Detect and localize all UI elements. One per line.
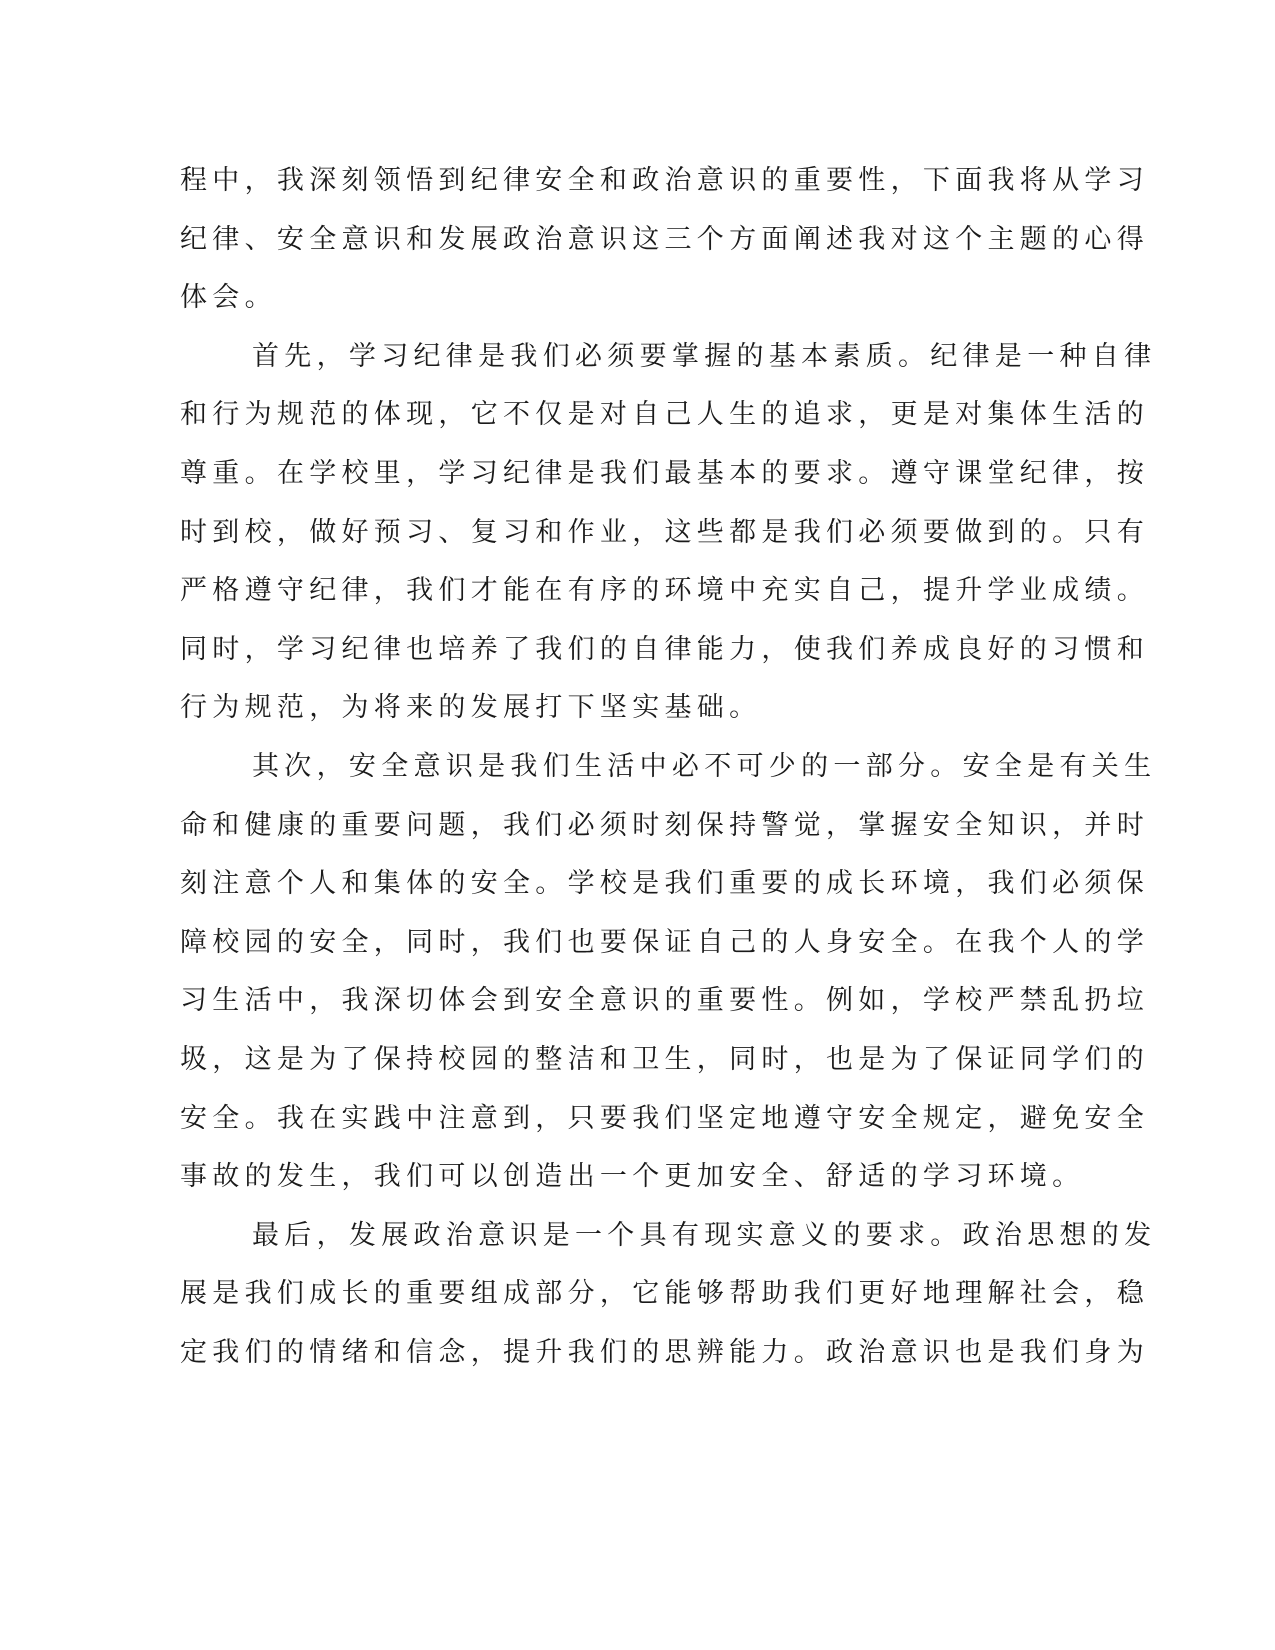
text-line: 严格遵守纪律，我们才能在有序的环境中充实自己，提升学业成绩。 — [180, 575, 1149, 607]
text-line: 程中，我深刻领悟到纪律安全和政治意识的重要性，下面我将从学习 — [180, 165, 1149, 196]
text-line: 障校园的安全，同时，我们也要保证自己的人身安全。在我个人的学 — [180, 926, 1149, 958]
text-line: 命和健康的重要问题，我们必须时刻保持警觉，掌握安全知识，并时 — [180, 809, 1149, 841]
text-line: 习生活中，我深切体会到安全意识的重要性。例如，学校严禁乱扔垃 — [180, 985, 1149, 1017]
text-line: 行为规范，为将来的发展打下坚实基础。 — [180, 692, 762, 724]
text-line: 最后，发展政治意识是一个具有现实意义的要求。政治思想的发 — [252, 1219, 1157, 1251]
text-line: 尊重。在学校里，学习纪律是我们最基本的要求。遵守课堂纪律，按 — [180, 457, 1149, 489]
paragraph-discipline — [180, 328, 1157, 738]
text-line: 纪律、安全意识和发展政治意识这三个方面阐述我对这个主题的心得 — [180, 223, 1149, 255]
text-line: 其次，安全意识是我们生活中必不可少的一部分。安全是有关生 — [252, 750, 1157, 782]
text-line: 圾，这是为了保持校园的整洁和卫生，同时，也是为了保证同学们的 — [180, 1043, 1149, 1075]
text-line: 和行为规范的体现，它不仅是对自己人生的追求，更是对集体生活的 — [180, 399, 1149, 431]
text-line: 事故的发生，我们可以创造出一个更加安全、舒适的学习环境。 — [180, 1161, 1085, 1193]
text-line: 刻注意个人和集体的安全。学校是我们重要的成长环境，我们必须保 — [180, 868, 1149, 900]
paragraph-politics — [180, 1207, 1157, 1383]
text-line: 体会。 — [180, 282, 277, 314]
paragraph-continuation — [180, 152, 1149, 328]
text-line: 首先，学习纪律是我们必须要掌握的基本素质。纪律是一种自律 — [252, 340, 1157, 372]
document-body — [180, 152, 1157, 1382]
text-line: 展是我们成长的重要组成部分，它能够帮助我们更好地理解社会，稳 — [180, 1278, 1149, 1310]
text-line: 安全。我在实践中注意到，只要我们坚定地遵守安全规定，避免安全 — [180, 1102, 1149, 1134]
paragraph-safety — [180, 738, 1157, 1207]
text-line: 定我们的情绪和信念，提升我们的思辨能力。政治意识也是我们身为 — [180, 1336, 1149, 1368]
text-line: 时到校，做好预习、复习和作业，这些都是我们必须要做到的。只有 — [180, 516, 1149, 548]
text-line: 同时，学习纪律也培养了我们的自律能力，使我们养成良好的习惯和 — [180, 633, 1149, 665]
